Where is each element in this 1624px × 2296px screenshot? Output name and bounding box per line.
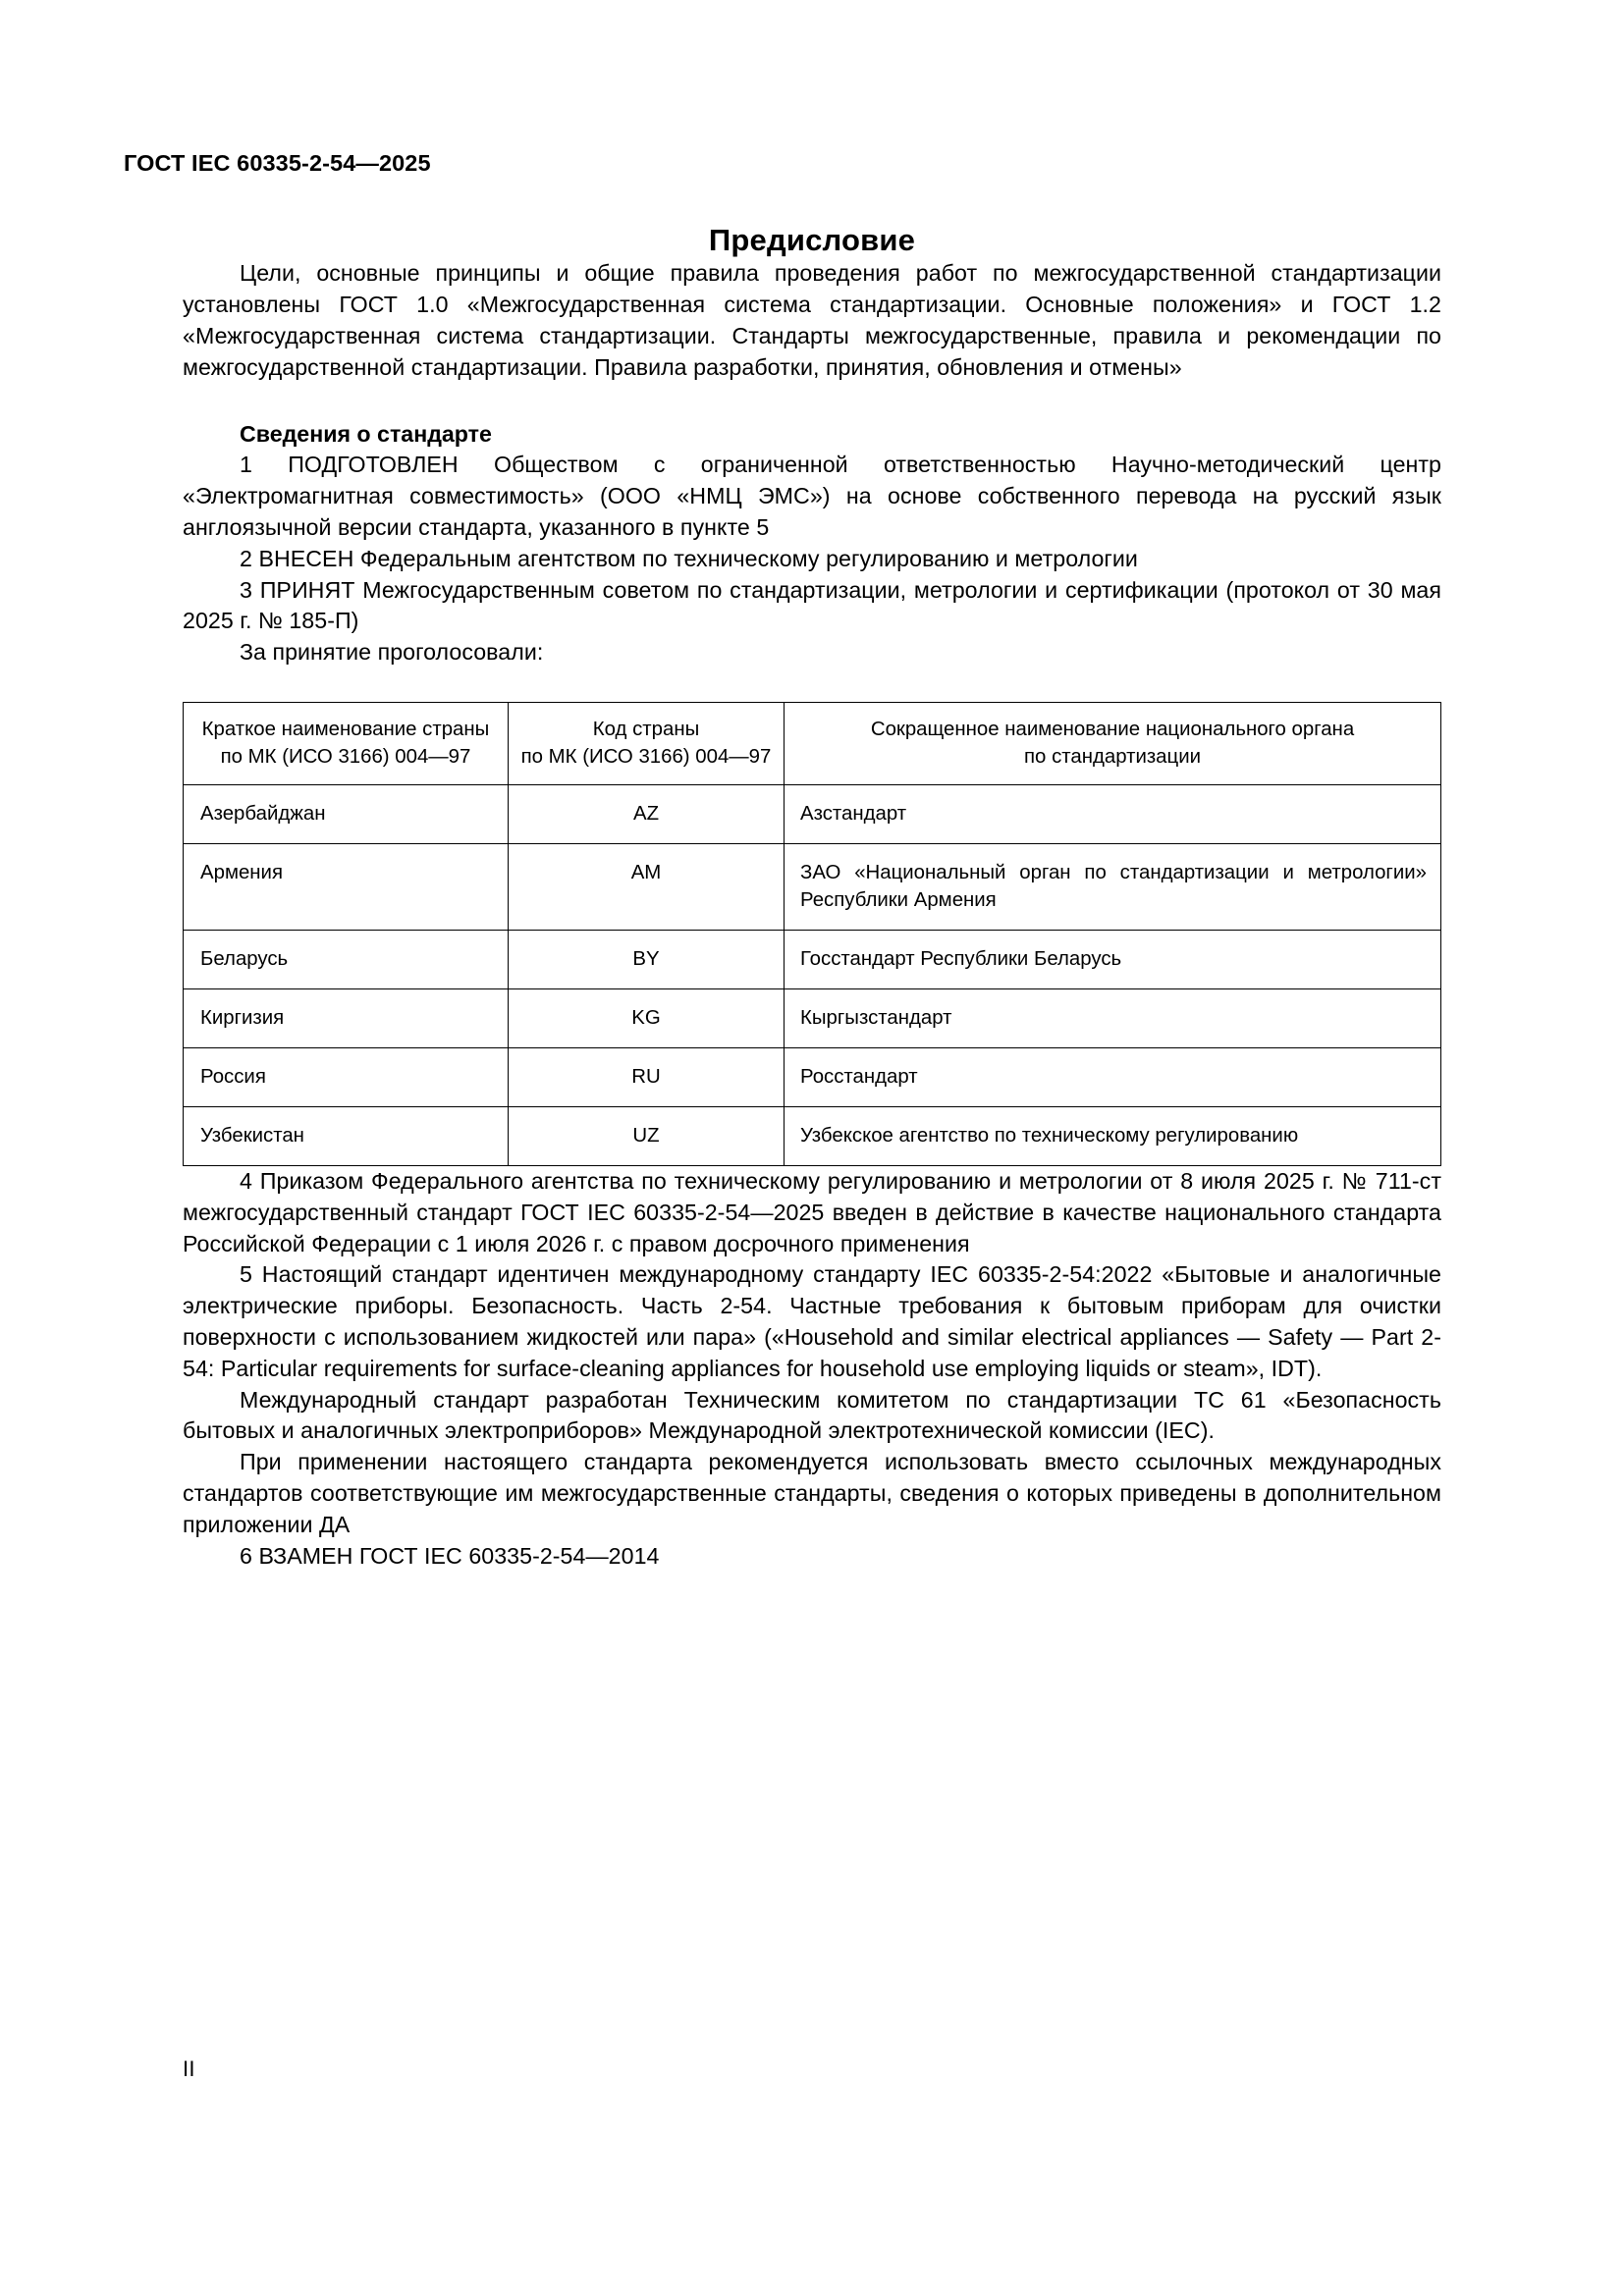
cell-body: Узбекское агентство по техническому регулированию — [785, 1106, 1441, 1165]
intro-paragraph: Цели, основные принципы и общие правила проведения работ по межгосударственной стандартизации установлены ГОСТ 1.0 «Межгосударственная система стандартизации. Основные положения» и ГОСТ 1.2 «Межгосударственная система стандартизации. Стандарты межгосударственные, правила и рекомендации по межгосударственной стандартизации. Правила разработки, принятия, обновления и отмены» — [183, 260, 1441, 380]
cell-code: AM — [509, 843, 785, 930]
cell-code: AZ — [509, 784, 785, 843]
page-number: II — [183, 2056, 195, 2081]
cell-body: Кыргызстандарт — [785, 988, 1441, 1047]
column-header-country-line2: по МК (ИСО 3166) 004—97 — [220, 745, 471, 768]
column-header-country-line1: Краткое наименование страны — [201, 718, 490, 740]
cell-country: Армения — [184, 843, 509, 930]
clause-1: 1 ПОДГОТОВЛЕН Обществом с ограниченной ответственностью Научно-методический центр «Электромагнитная совместимость» (ООО «НМЦ ЭМС») на основе собственного перевода на русский язык англоязычной версии стандарта, указанного в пункте 5 — [183, 452, 1441, 540]
clause-5-paragraph-2: Международный стандарт разработан Техническим комитетом по стандартизации ТС 61 «Безопасность бытовых и аналогичных электроприборов» Международной электротехнической комиссии (IEC). — [183, 1386, 1441, 1444]
cell-country: Азербайджан — [184, 784, 509, 843]
clause-2: 2 ВНЕСЕН Федеральным агентством по техническому регулированию и метрологии — [240, 545, 1138, 571]
column-header-code-line2: по МК (ИСО 3166) 004—97 — [520, 745, 772, 768]
table-row — [184, 1047, 1441, 1106]
table-header-row — [184, 702, 1441, 784]
table-row — [184, 1106, 1441, 1165]
cell-body: Госстандарт Республики Беларусь — [785, 930, 1441, 988]
cell-code: BY — [509, 930, 785, 988]
column-header-body — [785, 702, 1441, 784]
clause-5-paragraph-3: При применении настоящего стандарта рекомендуется использовать вместо ссылочных международных стандартов соответствующие им межгосударственные стандарты, сведения о которых приведены в дополнительном приложении ДА — [183, 1449, 1441, 1537]
table-row — [184, 784, 1441, 843]
table-row — [184, 988, 1441, 1047]
clause-6: 6 ВЗАМЕН ГОСТ IEC 60335-2-54—2014 — [240, 1542, 660, 1569]
clause-5: 5 Настоящий стандарт идентичен международному стандарту IEC 60335-2-54:2022 «Бытовые и аналогичные электрические приборы. Безопасность. Часть 2-54. Частные требования к бытовым приборам для очистки поверхности с использованием жидкостей или пара» («Household and similar electrical appliances — Safety — Part 2-54: Particular requirements for surface-cleaning appliances for household use employing liquids or steam», IDT). — [183, 1261, 1441, 1381]
cell-country: Беларусь — [184, 930, 509, 988]
page-content — [124, 149, 1441, 1572]
column-header-code — [509, 702, 785, 784]
cell-country: Узбекистан — [184, 1106, 509, 1165]
clause-4: 4 Приказом Федерального агентства по техническому регулированию и метрологии от 8 июля 2025 г. № 711-ст межгосударственный стандарт ГОСТ IEC 60335-2-54—2025 введен в действие в качестве национального стандарта Российской Федерации с 1 июля 2026 г. с правом досрочного применения — [183, 1167, 1441, 1256]
clause-3: 3 ПРИНЯТ Межгосударственным советом по стандартизации, метрологии и сертификации (протокол от 30 мая 2025 г. № 185-П) — [183, 576, 1441, 634]
cell-country: Киргизия — [184, 988, 509, 1047]
table-row — [184, 930, 1441, 988]
vote-lead-in: За принятие проголосовали: — [240, 639, 544, 666]
cell-body: Росстандарт — [785, 1047, 1441, 1106]
cell-country: Россия — [184, 1047, 509, 1106]
cell-code: KG — [509, 988, 785, 1047]
cell-code: UZ — [509, 1106, 785, 1165]
table-row — [184, 843, 1441, 930]
column-header-country — [184, 702, 509, 784]
column-header-body-line2: по стандартизации — [1024, 745, 1201, 768]
section-subheading: Сведения о стандарте — [240, 420, 492, 447]
table-body — [184, 784, 1441, 1165]
column-header-body-line1: Сокращенное наименование национального органа — [870, 718, 1355, 740]
cell-body: Азстандарт — [785, 784, 1441, 843]
cell-code: RU — [509, 1047, 785, 1106]
column-header-code-line1: Код страны — [592, 718, 700, 740]
voting-countries-table — [183, 702, 1441, 1166]
cell-body: ЗАО «Национальный орган по стандартизации и метрологии» Республики Армения — [785, 843, 1441, 930]
page-title: Предисловие — [708, 223, 916, 258]
running-head: ГОСТ IEC 60335-2-54—2025 — [124, 150, 431, 176]
